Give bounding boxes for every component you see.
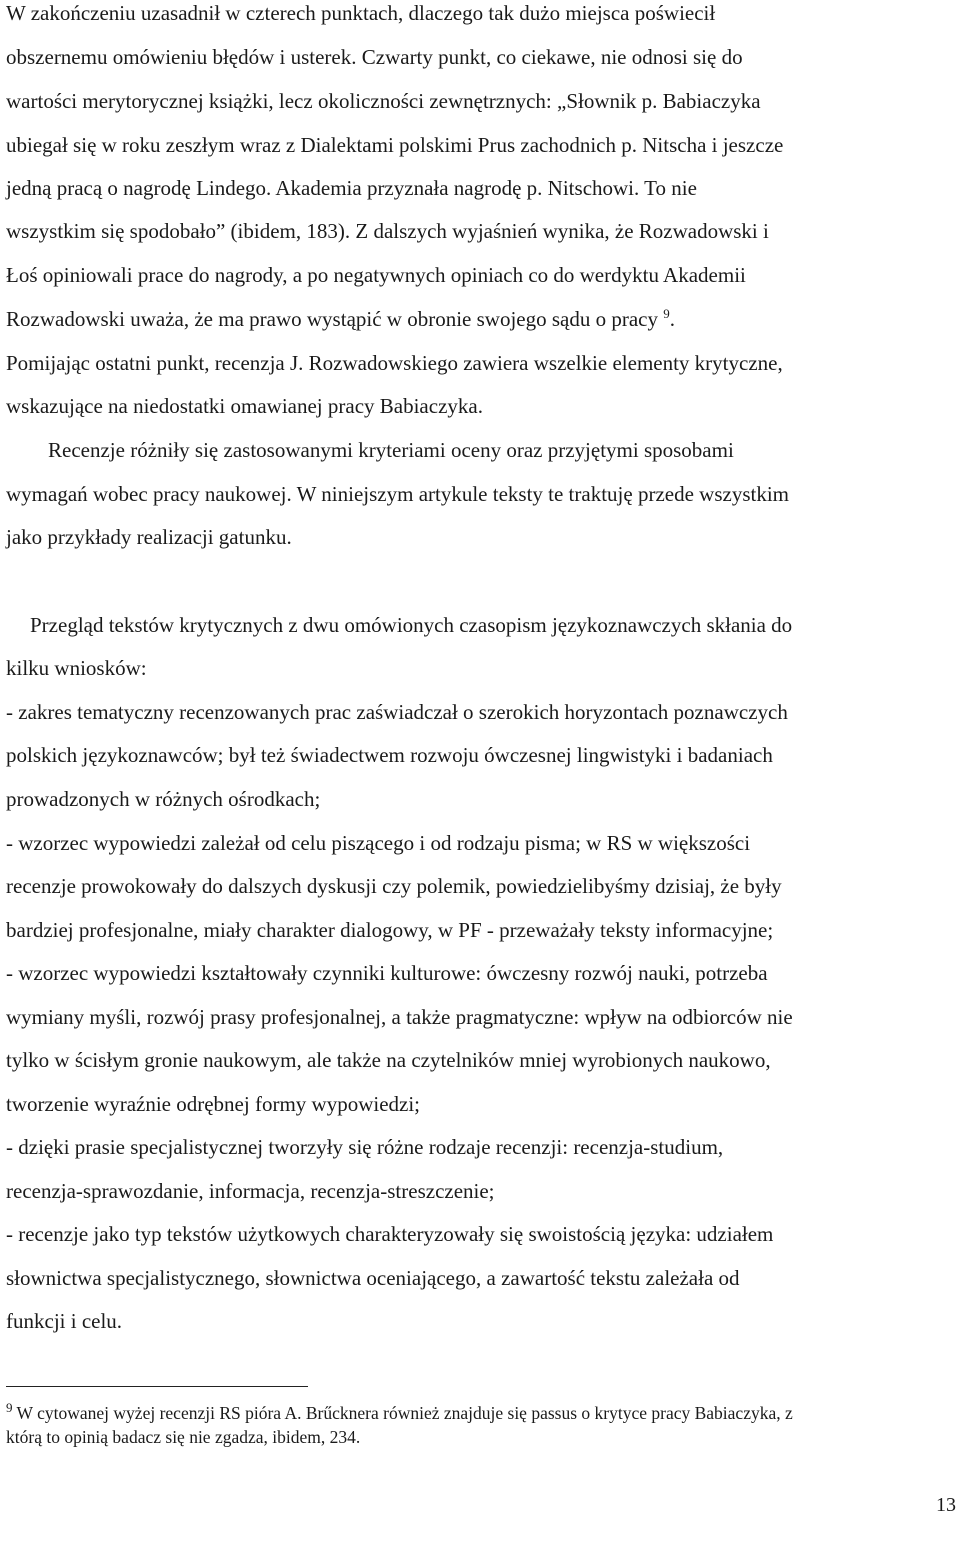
text-line: bardziej profesjonalne, miały charakter dialogowy, w PF - przeważały teksty informacyjne;	[6, 918, 774, 942]
text-line: tworzenie wyraźnie odrębnej formy wypowiedzi;	[6, 1092, 421, 1116]
text-line: tylko w ścisłym gronie naukowym, ale także na czytelników mniej wyrobionych naukowo,	[6, 1048, 771, 1072]
footnote-text: W cytowanej wyżej recenzji RS pióra A. Brűcknera również znajduje się passus o krytyce pracy Babiaczyka, z	[12, 1403, 793, 1423]
text-line: W zakończeniu uzasadnił w czterech punktach, dlaczego tak dużo miejsca poświecił	[6, 1, 716, 25]
text-line: funkcji i celu.	[6, 1309, 123, 1333]
text-line: Pomijając ostatni punkt, recenzja J. Rozwadowskiego zawiera wszelkie elementy krytyczne,	[6, 351, 783, 375]
text-line: - dzięki prasie specjalistycznej tworzyły się różne rodzaje recenzji: recenzja-studium,	[6, 1135, 724, 1159]
footnote-separator	[6, 1386, 308, 1387]
text-line: jako przykłady realizacji gatunku.	[6, 525, 292, 549]
footnote-text-line: którą to opinią badacz się nie zgadza, ibidem, 234.	[6, 1427, 361, 1447]
text-line: polskich językoznawców; był też świadectwem rozwoju ówczesnej lingwistyki i badaniach	[6, 743, 773, 767]
text-line: - recenzje jako typ tekstów użytkowych charakteryzowały się swoistością języka: udziałem	[6, 1222, 774, 1246]
text-line: - wzorzec wypowiedzi zależał od celu piszącego i od rodzaju pisma; w RS w większości	[6, 831, 751, 855]
text-line: recenzje prowokowały do dalszych dyskusji czy polemik, powiedzielibyśmy dzisiaj, że były	[6, 874, 782, 898]
text-line: - wzorzec wypowiedzi kształtowały czynniki kulturowe: ówczesny rozwój nauki, potrzeba	[6, 961, 768, 985]
text-line-with-footnote-ref	[6, 306, 675, 332]
text-line: prowadzonych w różnych ośrodkach;	[6, 787, 321, 811]
text-line: recenzja-sprawozdanie, informacja, recenzja-streszczenie;	[6, 1179, 495, 1203]
text-line: Przegląd tekstów krytycznych z dwu omówionych czasopism językoznawczych skłania do	[30, 613, 793, 637]
line-end-period: .	[669, 307, 675, 331]
text-line: wszystkim się spodobało” (ibidem, 183). Z dalszych wyjaśnień wynika, że Rozwadowski i	[6, 219, 769, 243]
footnote	[6, 1402, 793, 1424]
text-line: ubiegał się w roku zeszłym wraz z Dialektami polskimi Prus zachodnich p. Nitscha i jeszcze	[6, 133, 784, 157]
text-line: jedną pracą o nagrodę Lindego. Akademia przyznała nagrodę p. Nitschowi. To nie	[6, 176, 697, 200]
text-line: wskazujące na niedostatki omawianej pracy Babiaczyka.	[6, 394, 483, 418]
text-line: - zakres tematyczny recenzowanych prac zaświadczał o szerokich horyzontach poznawczych	[6, 700, 788, 724]
text-line: obszernemu omówieniu błędów i usterek. Czwarty punkt, co ciekawe, nie odnosi się do	[6, 45, 743, 69]
text-line: wymagań wobec pracy naukowej. W niniejszym artykule teksty te traktuję przede wszystkim	[6, 482, 789, 506]
footnote-reference: 9	[663, 306, 670, 321]
text-line: wymiany myśli, rozwój prasy profesjonalnej, a także pragmatyczne: wpływ na odbiorców nie	[6, 1005, 793, 1029]
page-number: 13	[936, 1494, 956, 1516]
text-line: Łoś opiniowali prace do nagrody, a po negatywnych opiniach co do werdyktu Akademii	[6, 263, 746, 287]
text-line: słownictwa specjalistycznego, słownictwa oceniającego, a zawartość tekstu zależała od	[6, 1266, 740, 1290]
text-line: Recenzje różniły się zastosowanymi kryteriami oceny oraz przyjętymi sposobami	[48, 438, 734, 462]
text-line: wartości merytorycznej książki, lecz okoliczności zewnętrznych: „Słownik p. Babiaczyka	[6, 89, 761, 113]
text-line: kilku wniosków:	[6, 656, 147, 680]
footnote-number: 9	[6, 1400, 13, 1416]
text-line: Rozwadowski uważa, że ma prawo wystąpić w obronie swojego sądu o pracy	[6, 307, 658, 331]
